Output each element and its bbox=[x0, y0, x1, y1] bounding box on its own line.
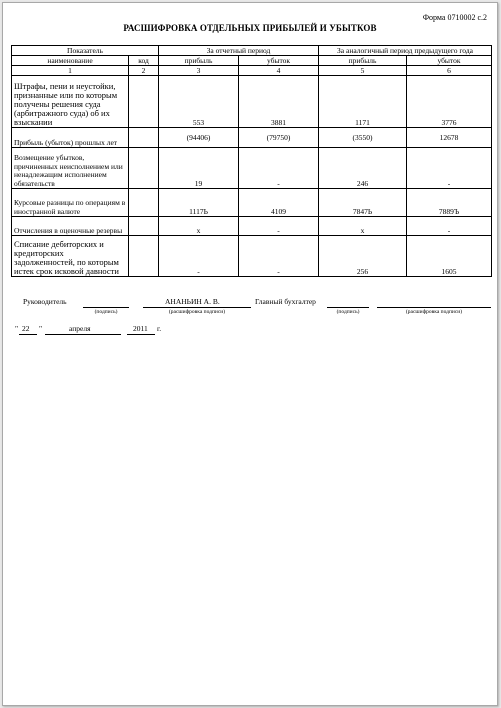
cell-loss-previous: 3776 bbox=[407, 76, 492, 128]
row-code bbox=[129, 76, 159, 128]
date-open-quote: " bbox=[15, 324, 19, 333]
table-row bbox=[12, 189, 492, 217]
table-row bbox=[12, 128, 492, 148]
column-number-row bbox=[12, 66, 492, 76]
header-code: код bbox=[129, 56, 159, 66]
row-name: Списание дебиторских и кредиторских задолженностей, по которым истек срок исковой давности bbox=[12, 236, 129, 277]
header-profit-current: прибыль bbox=[159, 56, 239, 66]
cell-loss-current: 4109 bbox=[239, 189, 319, 217]
header-current-period: За отчетный период bbox=[159, 46, 319, 56]
head-label: Руководитель bbox=[23, 297, 67, 306]
decode-caption: (расшифровка подписи) bbox=[405, 309, 463, 315]
cell-loss-current: - bbox=[239, 236, 319, 277]
cell-loss-current: (79750) bbox=[239, 128, 319, 148]
cell-profit-previous: 246 bbox=[319, 148, 407, 189]
form-code: Форма 0710002 с.2 bbox=[422, 13, 487, 22]
column-number: 2 bbox=[129, 66, 159, 76]
row-name: Курсовые разницы по операциям в иностранной валюте bbox=[12, 189, 129, 217]
table-row bbox=[12, 76, 492, 128]
cell-profit-previous: 1171 bbox=[319, 76, 407, 128]
document-page bbox=[2, 2, 498, 706]
profit-loss-table bbox=[11, 45, 492, 277]
cell-profit-current: (94406) bbox=[159, 128, 239, 148]
column-number: 6 bbox=[407, 66, 492, 76]
cell-loss-current: - bbox=[239, 217, 319, 236]
cell-loss-previous: 1605 bbox=[407, 236, 492, 277]
cell-loss-previous: 7889Ъ bbox=[407, 189, 492, 217]
signature-caption: (подпись) bbox=[94, 309, 118, 315]
row-code bbox=[129, 148, 159, 189]
table-header-row bbox=[12, 46, 492, 56]
date-day: 22 bbox=[22, 324, 30, 333]
header-profit-previous: прибыль bbox=[319, 56, 407, 66]
cell-profit-previous: х bbox=[319, 217, 407, 236]
date-month-line bbox=[45, 334, 121, 335]
page-title: РАСШИФРОВКА ОТДЕЛЬНЫХ ПРИБЫЛЕЙ И УБЫТКОВ bbox=[123, 23, 377, 33]
row-name: Штрафы, пени и неустойки, признанные или по которым получены решения суда (арбитражного суда) об их взыскании bbox=[12, 76, 129, 128]
date-close-quote: " bbox=[39, 324, 43, 333]
date-year-line bbox=[127, 334, 155, 335]
header-loss-current: убыток bbox=[239, 56, 319, 66]
header-name: наименование bbox=[12, 56, 129, 66]
column-number: 1 bbox=[12, 66, 129, 76]
cell-profit-current: х bbox=[159, 217, 239, 236]
decode-line bbox=[377, 307, 491, 308]
signature-line bbox=[83, 307, 129, 308]
signature-caption: (подпись) bbox=[336, 309, 360, 315]
header-indicator: Показатель bbox=[12, 46, 159, 56]
row-name: Возмещение убытков, причиненных неисполнением или ненадлежащим исполнением обязательств bbox=[12, 148, 129, 189]
row-code bbox=[129, 189, 159, 217]
cell-profit-current: 553 bbox=[159, 76, 239, 128]
row-name: Прибыль (убыток) прошлых лет bbox=[12, 128, 129, 148]
accountant-label: Главный бухгалтер bbox=[255, 297, 316, 306]
row-code bbox=[129, 236, 159, 277]
cell-loss-current: - bbox=[239, 148, 319, 189]
table-row bbox=[12, 236, 492, 277]
head-name: АНАНЬИН А. В. bbox=[165, 297, 220, 306]
column-number: 5 bbox=[319, 66, 407, 76]
cell-profit-previous: 256 bbox=[319, 236, 407, 277]
column-number: 4 bbox=[239, 66, 319, 76]
table-row bbox=[12, 148, 492, 189]
cell-loss-current: 3881 bbox=[239, 76, 319, 128]
cell-loss-previous: - bbox=[407, 217, 492, 236]
cell-profit-current: 1117Ь bbox=[159, 189, 239, 217]
row-name: Отчисления в оценочные резервы bbox=[12, 217, 129, 236]
cell-profit-previous: 7847Ь bbox=[319, 189, 407, 217]
date-year: 2011 bbox=[133, 324, 148, 333]
header-previous-period: За аналогичный период предыдущего года bbox=[319, 46, 492, 56]
cell-profit-previous: (3550) bbox=[319, 128, 407, 148]
decode-caption: (расшифровка подписи) bbox=[168, 309, 226, 315]
column-number: 3 bbox=[159, 66, 239, 76]
date-day-line bbox=[19, 334, 37, 335]
signature-line bbox=[327, 307, 369, 308]
cell-loss-previous: - bbox=[407, 148, 492, 189]
header-loss-previous: убыток bbox=[407, 56, 492, 66]
cell-profit-current: 19 bbox=[159, 148, 239, 189]
table-subheader-row bbox=[12, 56, 492, 66]
row-code bbox=[129, 128, 159, 148]
cell-profit-current: - bbox=[159, 236, 239, 277]
cell-loss-previous: 12678 bbox=[407, 128, 492, 148]
decode-line bbox=[143, 307, 251, 308]
date-month: апреля bbox=[69, 324, 91, 333]
table-row bbox=[12, 217, 492, 236]
row-code bbox=[129, 217, 159, 236]
date-suffix: г. bbox=[157, 324, 162, 333]
